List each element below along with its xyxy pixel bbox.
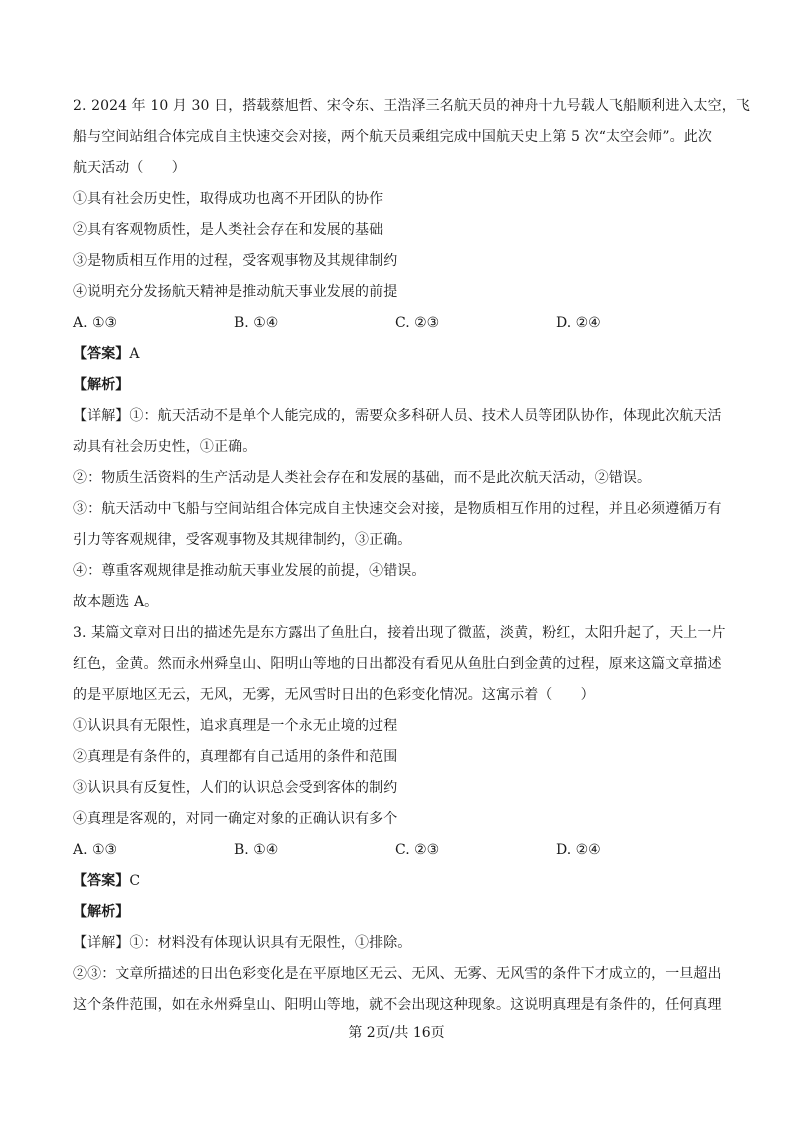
statement-3: ③是物质相互作用的过程，受客观事物及其规律制约	[73, 253, 398, 269]
option-a: A. ①③	[73, 315, 118, 331]
analysis-label: 【解析】	[73, 904, 130, 920]
question-2	[73, 91, 750, 618]
detail-line: ②③：文章所描述的日出色彩变化是在平原地区无云、无风、无雾、无风雪的条件下才成立的，一旦超出	[73, 966, 722, 982]
page-content	[73, 91, 750, 1021]
statement-2: ②真理是有条件的，真理都有自己适用的条件和范围	[73, 749, 398, 765]
detail-line: 故本题选 A。	[73, 594, 159, 610]
detail-line: 【详解】①：材料没有体现认识具有无限性，①排除。	[73, 935, 412, 951]
page-number: 第 2页/共 16页	[348, 1025, 445, 1041]
option-a: A. ①③	[73, 842, 118, 858]
statement-4: ④说明充分发扬航天精神是推动航天事业发展的前提	[73, 284, 398, 300]
statement-2: ②具有客观物质性，是人类社会存在和发展的基础	[73, 222, 384, 238]
option-b: B. ①④	[234, 315, 279, 331]
answer-options	[73, 308, 723, 339]
detail-line: 【详解】①：航天活动不是单个人能完成的，需要众多科研人员、技术人员等团队协作，体现此次航天活	[73, 408, 722, 424]
question-stem-line: 的是平原地区无云，无风，无雾，无风雪时日出的色彩变化情况。这寓示着（ ）	[73, 687, 595, 703]
option-c: C. ②③	[395, 315, 440, 331]
question-stem-line: 航天活动（ ）	[73, 160, 186, 176]
answer-value: A	[129, 346, 140, 362]
statement-3: ③认识具有反复性，人们的认识总会受到客体的制约	[73, 780, 398, 796]
answer-line	[73, 339, 723, 370]
option-d: D. ②④	[556, 315, 601, 331]
option-b: B. ①④	[234, 842, 279, 858]
answer-label: 【答案】	[73, 346, 130, 362]
question-stem-line: 2. 2024 年 10 月 30 日，搭载蔡旭哲、宋令东、王浩泽三名航天员的神舟十九号载人飞船顺利进入太空，飞	[73, 98, 750, 114]
option-c: C. ②③	[395, 842, 440, 858]
analysis-label: 【解析】	[73, 377, 130, 393]
detail-line: ②：物质生活资料的生产活动是人类社会存在和发展的基础，而不是此次航天活动，②错误。	[73, 470, 652, 486]
option-d: D. ②④	[556, 842, 601, 858]
detail-line: 引力等客观规律，受客观事物及其规律制约，③正确。	[73, 532, 412, 548]
detail-line: 动具有社会历史性，①正确。	[73, 439, 257, 455]
statement-1: ①认识具有无限性，追求真理是一个永无止境的过程	[73, 718, 398, 734]
question-3	[73, 618, 726, 1021]
statement-4: ④真理是客观的，对同一确定对象的正确认识有多个	[73, 811, 398, 827]
answer-line	[73, 866, 723, 897]
statement-1: ①具有社会历史性，取得成功也离不开团队的协作	[73, 191, 384, 207]
answer-value: C	[129, 873, 141, 889]
question-stem-line: 船与空间站组合体完成自主快速交会对接，两个航天员乘组完成中国航天史上第 5 次“太空会师”。此次	[73, 129, 712, 145]
detail-line: ③：航天活动中飞船与空间站组合体完成自主快速交会对接，是物质相互作用的过程，并且必须遵循万有	[73, 501, 722, 517]
answer-label: 【答案】	[73, 873, 130, 889]
detail-line: 这个条件范围，如在永州舜皇山、阳明山等地，就不会出现这种现象。这说明真理是有条件的，任何真理	[73, 997, 722, 1013]
detail-line: ④：尊重客观规律是推动航天事业发展的前提，④错误。	[73, 563, 426, 579]
question-stem-line: 红色，金黄。然而永州舜皇山、阳明山等地的日出都没有看见从鱼肚白到金黄的过程，原来这篇文章描述	[73, 656, 722, 672]
answer-options	[73, 835, 723, 866]
question-stem-line: 3. 某篇文章对日出的描述先是东方露出了鱼肚白，接着出现了微蓝，淡黄，粉红，太阳升起了，天上一片	[73, 625, 726, 641]
